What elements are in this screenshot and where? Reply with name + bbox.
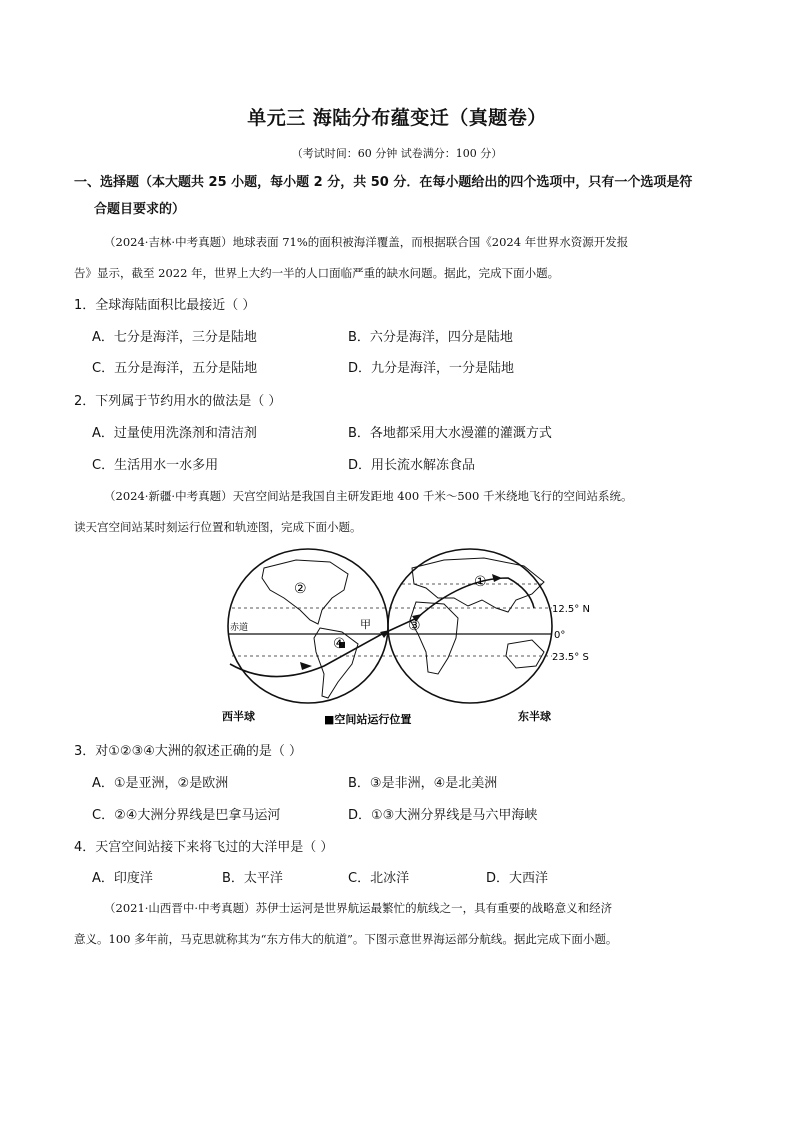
australia-outline [506,640,544,668]
hemisphere-orbit-map [212,548,602,730]
question-1-option-c[interactable]: C．五分是海洋，五分是陆地 [92,361,258,376]
context-passage-1 [74,227,734,289]
question-2-stem: 2．下列属于节约用水的做法是（ ） [74,394,282,409]
context-2-line2: 读天宫空间站某时刻运行位置和轨迹图，完成下面小题。 [74,520,362,534]
question-3-option-c[interactable]: C．②④大洲分界线是巴拿马运河 [92,808,281,823]
continent-1-label: ① [474,574,487,590]
question-1-option-a[interactable]: A．七分是海洋，三分是陆地 [92,330,257,345]
eastern-hemisphere-label: 东半球 [518,710,551,723]
context-1-line2: 告》显示，截至 2022 年，世界上大约一半的人口面临严重的缺水问题。据此，完成下面小题。 [74,266,560,280]
context-2-line1: （2024·新疆·中考真题）天宫空间站是我国自主研发距地 400 千米～500 千米绕地飞行的空间站系统。 [104,489,633,503]
question-4-option-c[interactable]: C．北冰洋 [348,871,410,886]
map-legend: ■空间站运行位置 [324,713,412,726]
continent-4-label: ④ [333,636,346,652]
question-2-option-b[interactable]: B．各地都采用大水漫灌的灌溉方式 [348,426,552,441]
question-1-option-d[interactable]: D．九分是海洋，一分是陆地 [348,361,515,376]
question-3-option-b[interactable]: B．③是非洲，④是北美洲 [348,776,498,791]
question-3-option-a[interactable]: A．①是亚洲，②是欧洲 [92,776,229,791]
latitude-label-0: 0° [554,630,566,641]
question-4-option-a[interactable]: A．印度洋 [92,871,153,886]
question-3-option-d[interactable]: D．①③大洲分界线是马六甲海峡 [348,808,538,823]
exam-info: （考试时间：60 分钟 试卷满分：100 分） [291,147,503,160]
latitude-label-12-5n: 12.5° N [552,604,590,615]
context-passage-2 [74,481,734,543]
section-heading-line2: 合题目要求的） [94,202,186,217]
question-1-option-b[interactable]: B．六分是海洋，四分是陆地 [348,330,513,345]
question-4-stem: 4．天宫空间站接下来将飞过的大洋甲是（ ） [74,840,334,855]
section-heading-line1: 一、选择题（本大题共 25 小题，每小题 2 分，共 50 分．在每小题给出的四个选项中，只有一个选项是符 [74,175,693,190]
continent-2-label: ② [294,581,307,597]
question-4-option-d[interactable]: D．大西洋 [486,871,549,886]
question-2-option-d[interactable]: D．用长流水解冻食品 [348,458,476,473]
question-2-option-a[interactable]: A．过量使用洗涤剂和清洁剂 [92,426,257,441]
context-3-line1: （2021·山西晋中·中考真题）苏伊士运河是世界航运最繁忙的航线之一，具有重要的战略意义和经济 [104,901,613,915]
orbit-arrow-4 [492,574,502,582]
continent-3-label: ③ [408,618,421,634]
section-heading [74,169,734,223]
question-3-stem: 3．对①②③④大洲的叙述正确的是（ ） [74,744,303,759]
context-passage-3 [74,893,734,955]
page-title: 单元三 海陆分布蕴变迁（真题卷） [247,107,547,129]
western-hemisphere-label: 西半球 [222,710,255,723]
equator-label: 赤道 [230,623,249,633]
orbit-arrow-1 [300,662,312,670]
ocean-jia-label: 甲 [360,618,371,631]
latitude-label-23-5s: 23.5° S [552,652,589,663]
question-4-option-b[interactable]: B．太平洋 [222,871,283,886]
africa-outline [410,602,458,674]
question-1-stem: 1．全球海陆面积比最接近（ ） [74,298,256,313]
context-1-line1: （2024·吉林·中考真题）地球表面 71%的面积被海洋覆盖，而根据联合国《2024 年世界水资源开发报 [104,235,629,249]
context-3-line2: 意义。100 多年前，马克思就称其为“东方伟大的航道”。下图示意世界海运部分航线。据此完成下面小题。 [74,932,618,946]
question-2-option-c[interactable]: C．生活用水一水多用 [92,458,219,473]
